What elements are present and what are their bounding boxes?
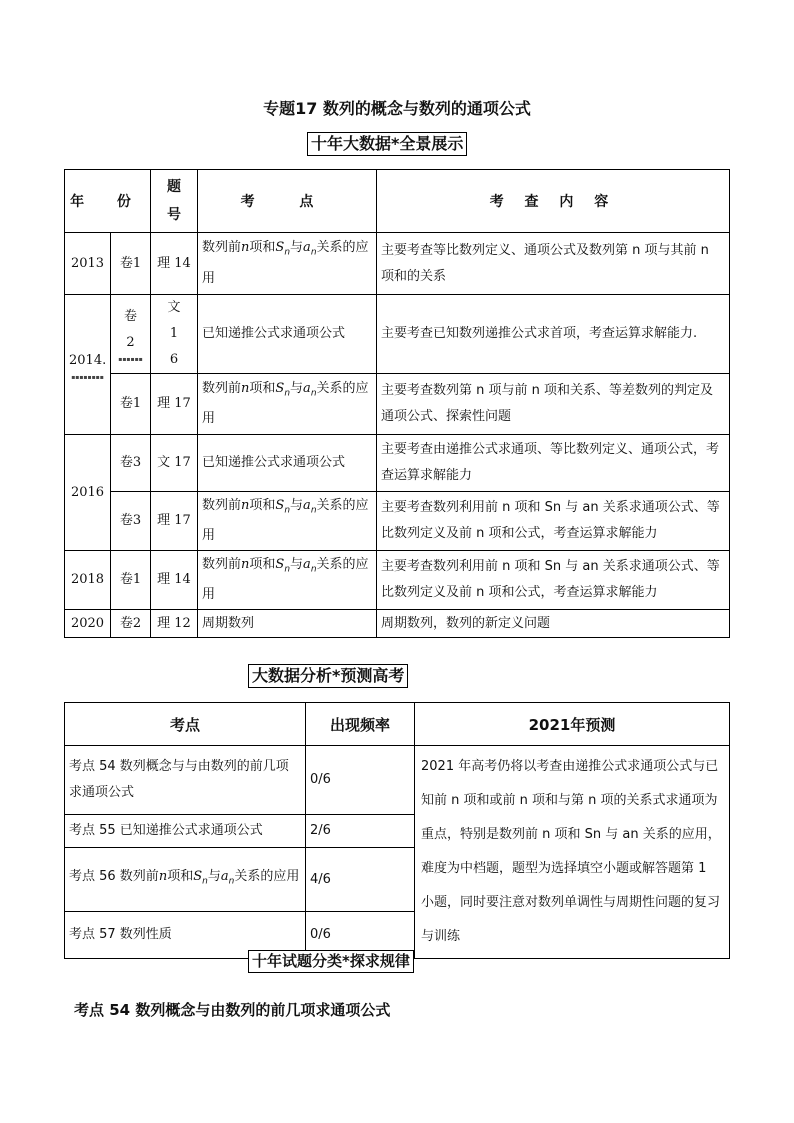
cell-point: 考点 55 已知递推公式求通项公式 xyxy=(65,814,306,847)
cell-qno: 理 14 xyxy=(151,233,198,295)
cell-frequency: 0/6 xyxy=(306,746,415,815)
table-row xyxy=(65,295,730,374)
header-point: 考 点 xyxy=(198,170,377,233)
cell-paper: 卷 2 ▪▪▪▪▪▪ xyxy=(111,295,151,374)
cell-frequency: 4/6 xyxy=(306,847,415,912)
cell-point: 数列前n项和$S_n$与$a_n$关系的应用 xyxy=(198,233,377,295)
table-row xyxy=(65,746,730,815)
cell-point: 已知递推公式求通项公式 xyxy=(198,295,377,374)
cell-year: 2013 xyxy=(65,233,111,295)
cell-point: 数列前n项和$S_n$与$a_n$关系的应用 xyxy=(198,551,377,610)
cell-content: 主要考查数列利用前 n 项和 Sn 与 an 关系求通项公式、等比数列定义及前 n 项和公式，考查运算求解能力 xyxy=(377,492,730,551)
cell-content: 主要考查已知数列递推公式求首项，考查运算求解能力. xyxy=(377,295,730,374)
header-point: 考点 xyxy=(65,703,306,746)
header-prediction: 2021年预测 xyxy=(415,703,730,746)
cell-year: 2016 xyxy=(65,435,111,551)
table-row xyxy=(65,435,730,492)
table-row xyxy=(65,233,730,295)
cell-content: 主要考查数列利用前 n 项和 Sn 与 an 关系求通项公式、等比数列定义及前 n 项和公式，考查运算求解能力 xyxy=(377,551,730,610)
cell-paper: 卷3 xyxy=(111,492,151,551)
cell-point: 数列前n项和$S_n$与$a_n$关系的应用 xyxy=(198,492,377,551)
cell-content: 主要考查数列第 n 项与前 n 项和关系、等差数列的判定及通项公式、探索性问题 xyxy=(377,374,730,435)
page-title: 专题17 数列的概念与数列的通项公式 xyxy=(263,99,531,118)
cell-paper: 卷2 xyxy=(111,610,151,638)
section-heading: 考点 54 数列概念与由数列的前几项求通项公式 xyxy=(74,1001,391,1019)
cell-qno: 理 17 xyxy=(151,492,198,551)
section-box-analysis: 大数据分析*预测高考 xyxy=(248,664,408,688)
table-row xyxy=(65,610,730,638)
cell-point: 考点 57 数列性质 xyxy=(65,912,306,959)
cell-point: 周期数列 xyxy=(198,610,377,638)
cell-paper: 卷3 xyxy=(111,435,151,492)
header-qno: 题 号 xyxy=(151,170,198,233)
cell-content: 周期数列，数列的新定义问题 xyxy=(377,610,730,638)
cell-qno: 文 16 xyxy=(151,295,198,374)
cell-year: 2018 xyxy=(65,551,111,610)
cell-content: 主要考查由递推公式求通项、等比数列定义、通项公式，考查运算求解能力 xyxy=(377,435,730,492)
cell-frequency: 2/6 xyxy=(306,814,415,847)
cell-paper: 卷1 xyxy=(111,551,151,610)
frequency-table xyxy=(64,702,730,959)
cell-year: 2014. ▪▪▪▪▪▪▪▪ xyxy=(65,295,111,435)
table-row xyxy=(65,492,730,551)
cell-point: 数列前n项和$S_n$与$a_n$关系的应用 xyxy=(198,374,377,435)
cell-paper: 卷1 xyxy=(111,233,151,295)
cell-frequency: 0/6 xyxy=(306,912,415,959)
cell-content: 主要考查等比数列定义、通项公式及数列第 n 项与其前 n 项和的关系 xyxy=(377,233,730,295)
table-header-row xyxy=(65,170,730,233)
cell-qno: 理 14 xyxy=(151,551,198,610)
cell-qno: 理 12 xyxy=(151,610,198,638)
cell-year: 2020 xyxy=(65,610,111,638)
table-row xyxy=(65,374,730,435)
section-box-overview: 十年大数据*全景展示 xyxy=(307,132,467,156)
cell-qno: 理 17 xyxy=(151,374,198,435)
table-header-row xyxy=(65,703,730,746)
cell-qno: 文 17 xyxy=(151,435,198,492)
cell-point: 考点 56 数列前n项和$S_n$与$a_n$关系的应用 xyxy=(65,847,306,912)
section-box-classification: 十年试题分类*探求规律 xyxy=(248,950,414,973)
cell-prediction: 2021 年高考仍将以考查由递推公式求通项公式与已知前 n 项和或前 n 项和与第 n 项的关系式求通项为重点，特别是数列前 n 项和 Sn 与 an 关系的应用，难度为中档题，题型为选择填空小题或解答题第 1 小题，同时要注意对数列单调性与周期性问题的复习与训练 xyxy=(415,746,730,959)
header-content: 考 查 内 容 xyxy=(377,170,730,233)
cell-point: 已知递推公式求通项公式 xyxy=(198,435,377,492)
header-frequency: 出现频率 xyxy=(306,703,415,746)
table-row xyxy=(65,551,730,610)
cell-point: 考点 54 数列概念与与由数列的前几项求通项公式 xyxy=(65,746,306,815)
exam-history-table xyxy=(64,169,730,638)
cell-paper: 卷1 xyxy=(111,374,151,435)
header-year: 年 份 xyxy=(65,170,151,233)
